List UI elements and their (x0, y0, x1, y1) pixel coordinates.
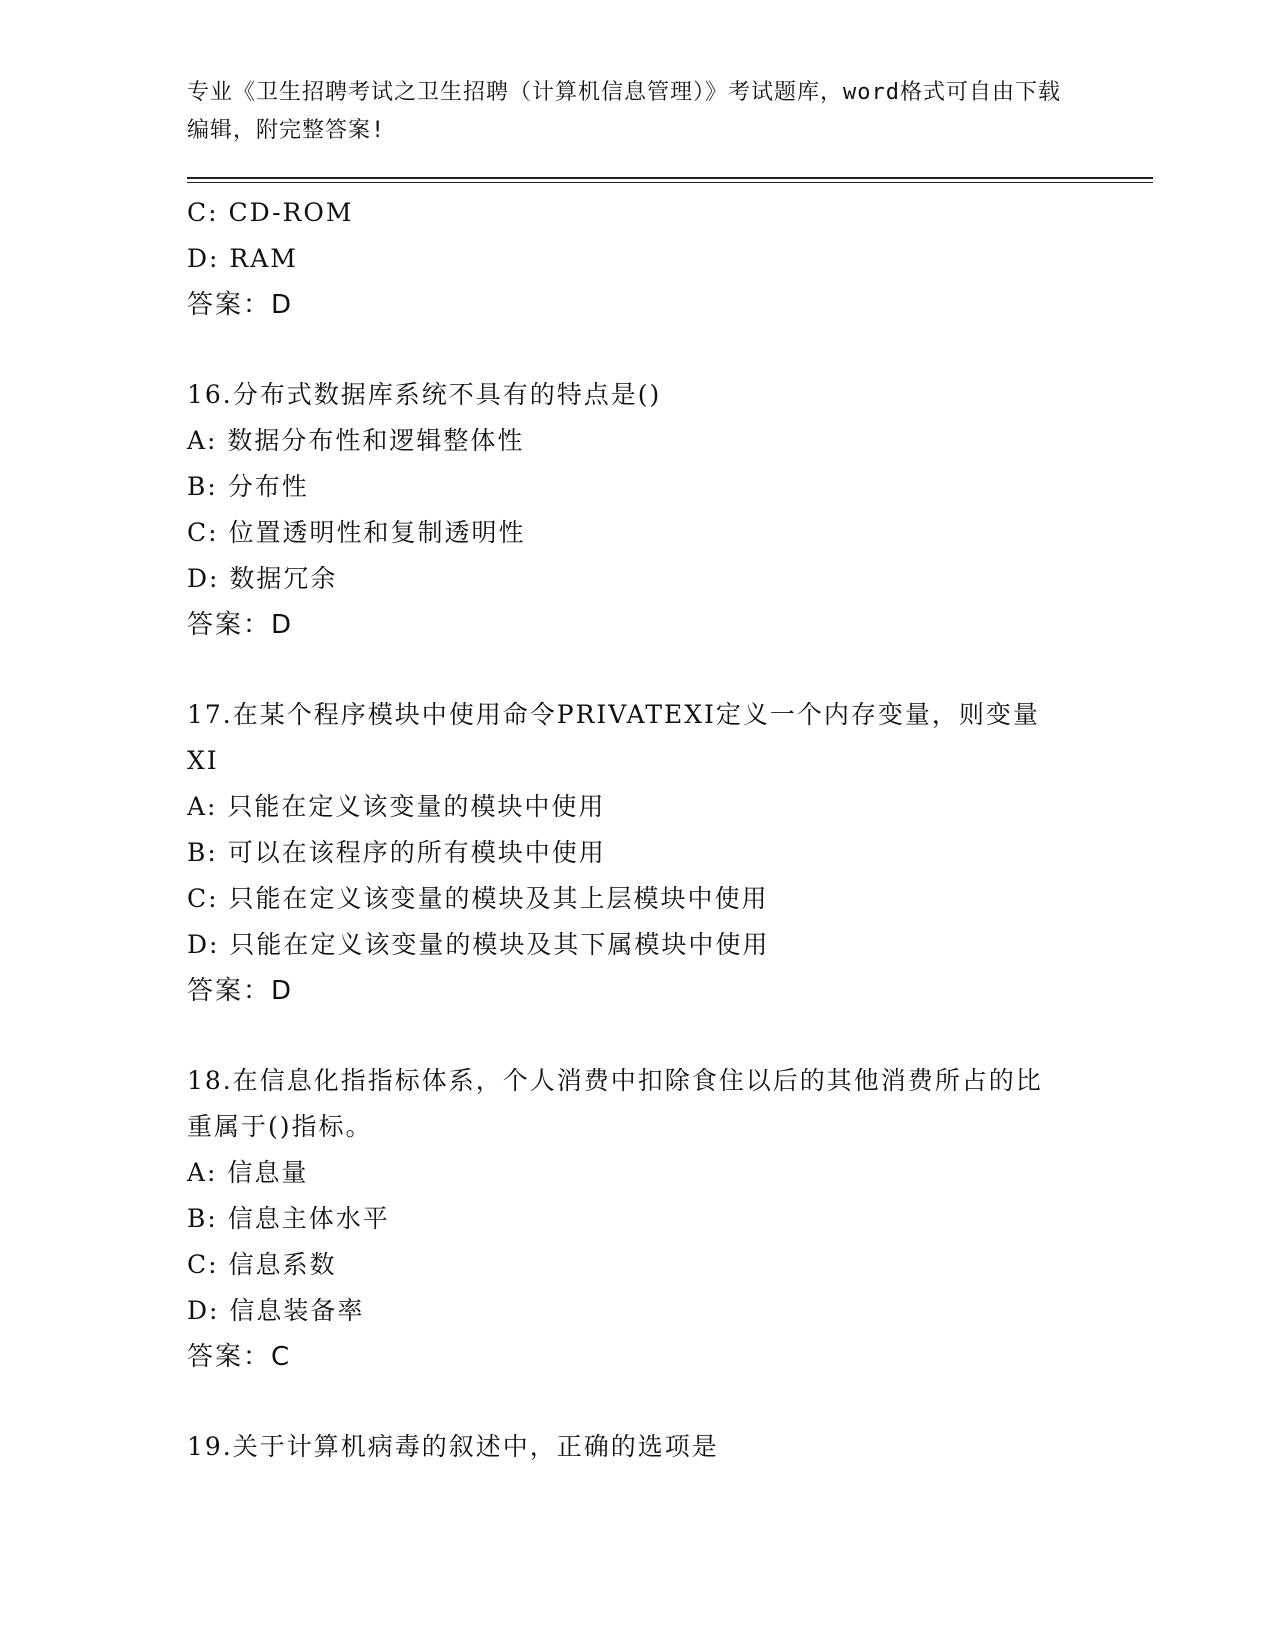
question-18 (187, 1058, 1087, 1380)
answer-line: 答案：D (187, 976, 294, 1006)
answer-line: 答案：D (187, 290, 294, 320)
option-c: C: 信息系数 (187, 1250, 337, 1279)
option-d: D: 信息装备率 (187, 1296, 365, 1325)
question-16 (187, 372, 1087, 648)
question-stem: 17.在某个程序模块中使用命令PRIVATEXI定义一个内存变量，则变量XI (187, 700, 1040, 775)
question-stem: 19.关于计算机病毒的叙述中，正确的选项是 (187, 1432, 719, 1461)
option-a: A: 只能在定义该变量的模块中使用 (187, 792, 606, 821)
header-divider-thin (187, 182, 1153, 183)
option-a: A: 数据分布性和逻辑整体性 (187, 426, 525, 455)
option-a: A: 信息量 (187, 1158, 309, 1187)
option-d: D: 只能在定义该变量的模块及其下属模块中使用 (187, 930, 770, 959)
question-list (187, 190, 1087, 1470)
option-c: C: 位置透明性和复制透明性 (187, 518, 526, 547)
document-header: 专业《卫生招聘考试之卫生招聘（计算机信息管理）》考试题库，word格式可自由下载编辑，附完整答案! (187, 80, 1061, 143)
option-d: D: RAM (187, 244, 298, 273)
option-d: D: 数据冗余 (187, 564, 338, 593)
answer-line: 答案：D (187, 610, 294, 640)
question-17 (187, 692, 1087, 1014)
option-c: C: 只能在定义该变量的模块及其上层模块中使用 (187, 884, 769, 913)
option-c: C: CD-ROM (187, 198, 354, 227)
option-b: B: 分布性 (187, 472, 309, 501)
question-stem: 16.分布式数据库系统不具有的特点是() (187, 380, 662, 409)
question-continued (187, 190, 1087, 328)
option-b: B: 信息主体水平 (187, 1204, 390, 1233)
option-b: B: 可以在该程序的所有模块中使用 (187, 838, 606, 867)
question-19 (187, 1424, 1087, 1470)
header-divider-thick (187, 177, 1153, 179)
answer-line: 答案：C (187, 1342, 292, 1372)
question-stem: 18.在信息化指指标体系，个人消费中扣除食住以后的其他消费所占的比重属于()指标。 (187, 1066, 1043, 1141)
